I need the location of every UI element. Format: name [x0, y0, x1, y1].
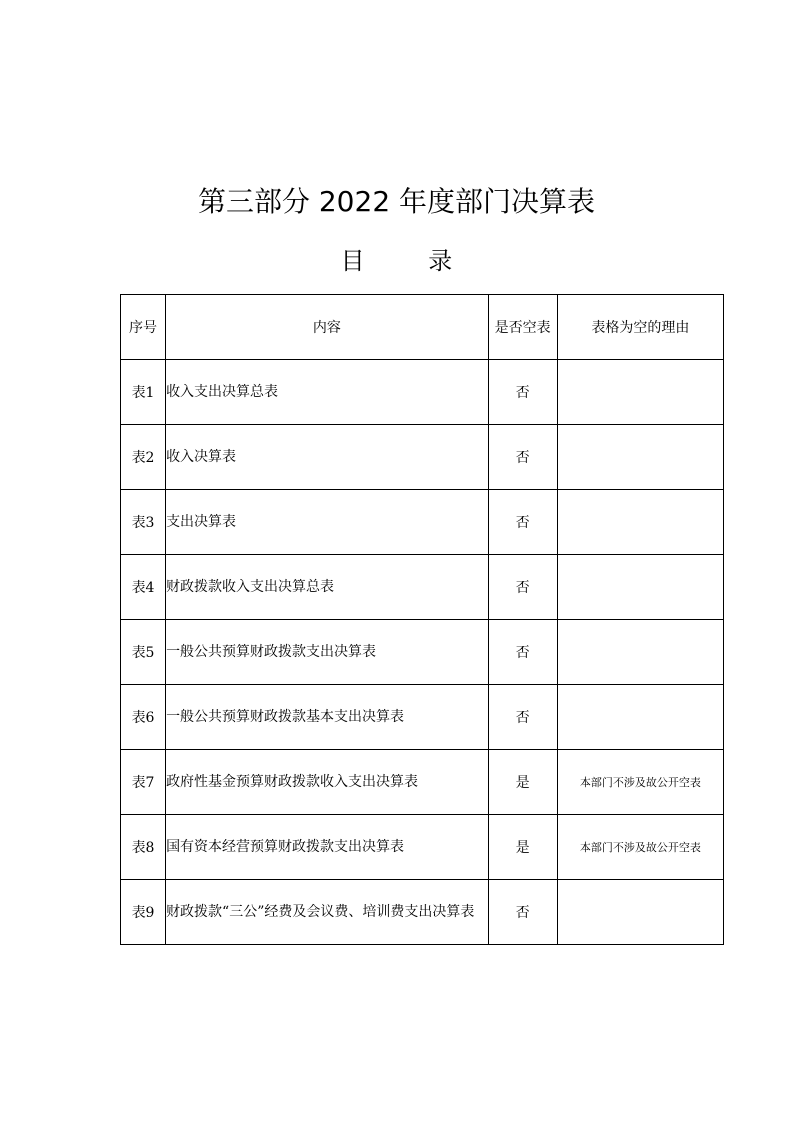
table-row	[121, 360, 724, 425]
page-title: 第三部分 2022 年度部门决算表	[197, 185, 596, 218]
row-reason: 本部门不涉及故公开空表	[557, 750, 723, 815]
row-empty: 否	[488, 555, 557, 620]
row-content: 收入决算表	[166, 425, 489, 490]
row-empty: 是	[488, 750, 557, 815]
header-content: 内容	[166, 295, 489, 360]
row-no: 表1	[121, 360, 166, 425]
table-row	[121, 750, 724, 815]
header-empty: 是否空表	[488, 295, 557, 360]
row-content: 国有资本经营预算财政拨款支出决算表	[166, 815, 489, 880]
row-reason	[557, 685, 723, 750]
row-reason	[557, 490, 723, 555]
toc-table	[120, 294, 724, 945]
row-no: 表2	[121, 425, 166, 490]
header-no: 序号	[121, 295, 166, 360]
row-empty: 否	[488, 490, 557, 555]
row-reason	[557, 360, 723, 425]
row-content: 财政拨款“三公”经费及会议费、培训费支出决算表	[166, 880, 489, 945]
row-content: 收入支出决算总表	[166, 360, 489, 425]
row-empty: 否	[488, 880, 557, 945]
row-no: 表9	[121, 880, 166, 945]
table-row	[121, 620, 724, 685]
table-row	[121, 685, 724, 750]
table-row	[121, 815, 724, 880]
row-empty: 否	[488, 620, 557, 685]
row-content: 一般公共预算财政拨款基本支出决算表	[166, 685, 489, 750]
row-no: 表3	[121, 490, 166, 555]
header-reason: 表格为空的理由	[557, 295, 723, 360]
table-row	[121, 490, 724, 555]
row-no: 表6	[121, 685, 166, 750]
row-empty: 否	[488, 685, 557, 750]
row-content: 支出决算表	[166, 490, 489, 555]
row-content: 一般公共预算财政拨款支出决算表	[166, 620, 489, 685]
row-reason	[557, 555, 723, 620]
row-content: 财政拨款收入支出决算总表	[166, 555, 489, 620]
row-reason	[557, 425, 723, 490]
table-row	[121, 880, 724, 945]
row-content: 政府性基金预算财政拨款收入支出决算表	[166, 750, 489, 815]
row-reason	[557, 880, 723, 945]
row-reason: 本部门不涉及故公开空表	[557, 815, 723, 880]
header-row	[121, 295, 724, 360]
row-no: 表7	[121, 750, 166, 815]
row-empty: 是	[488, 815, 557, 880]
toc-heading: 目 录	[340, 247, 481, 275]
row-empty: 否	[488, 360, 557, 425]
table-row	[121, 425, 724, 490]
row-no: 表5	[121, 620, 166, 685]
row-no: 表4	[121, 555, 166, 620]
table-row	[121, 555, 724, 620]
row-empty: 否	[488, 425, 557, 490]
row-reason	[557, 620, 723, 685]
row-no: 表8	[121, 815, 166, 880]
